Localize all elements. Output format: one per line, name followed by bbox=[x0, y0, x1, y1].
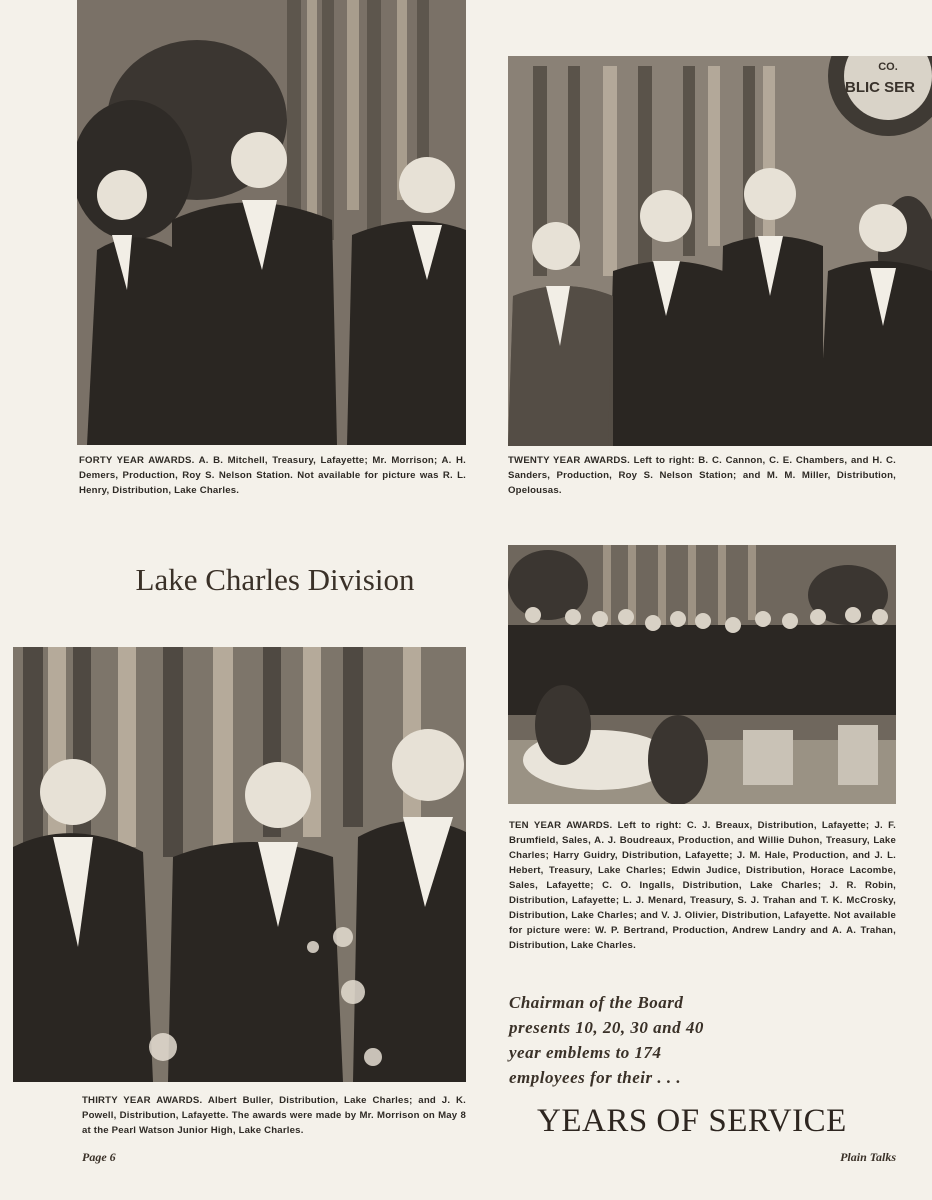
tagline bbox=[509, 990, 799, 1090]
ten-year-photo-scene bbox=[508, 545, 896, 804]
forty-year-caption: FORTY YEAR AWARDS. A. B. Mitchell, Treasury, Lafayette; Mr. Morrison; A. H. Demers, Production, Roy S. Nelson Station. Not available for picture was R. L. Henry, Distribution, Lake Charles. bbox=[79, 455, 466, 496]
thirty-year-photo bbox=[13, 647, 466, 1082]
tagline-line-1: Chairman of the Board bbox=[509, 993, 684, 1012]
forty-year-photo-scene bbox=[77, 0, 466, 445]
twenty-year-photo bbox=[508, 56, 932, 446]
tagline-line-4: employees for their . . . bbox=[509, 1068, 682, 1087]
thirty-year-photo-scene bbox=[13, 647, 466, 1082]
photo-sign-line2: BLIC SER bbox=[844, 79, 916, 96]
headline: YEARS OF SERVICE bbox=[537, 1103, 847, 1139]
twenty-year-caption: TWENTY YEAR AWARDS. Left to right: B. C. Cannon, C. E. Chambers, and H. C. Sanders, Production, Roy S. Nelson Station; and M. M. Miller, Distribution, Opelousas. bbox=[508, 455, 896, 496]
tagline-line-2: presents 10, 20, 30 and 40 bbox=[509, 1018, 704, 1037]
tagline-line-3: year emblems to 174 bbox=[509, 1043, 662, 1062]
ten-year-photo bbox=[508, 545, 896, 804]
forty-year-photo bbox=[77, 0, 466, 445]
division-title: Lake Charles Division bbox=[135, 562, 415, 597]
page-number: Page 6 bbox=[82, 1150, 116, 1164]
thirty-year-caption: THIRTY YEAR AWARDS. Albert Buller, Distribution, Lake Charles; and J. K. Powell, Distribution, Lafayette. The awards were made by Mr. Morrison on May 8 at the Pearl Watson Junior High, Lake Charles. bbox=[82, 1095, 466, 1136]
twenty-year-photo-scene bbox=[508, 56, 932, 446]
ten-year-caption: TEN YEAR AWARDS. Left to right: C. J. Breaux, Distribution, Lafayette; J. F. Brumfield, Sales, A. J. Boudreaux, Production, and Willie Duhon, Treasury, Lake Charles; Harry Guidry, Distribution, Lafayette; J. M. Hale, Production, and J. L. Hebert, Treasury, Lake Charles; Edwin Judice, Distribution, Horace Lacombe, Sales, Lafayette; C. O. Ingalls, Distribution, Lake Charles; J. R. Robin, Distribution, Lafayette; L. J. Menard, Treasury, S. J. Trahan and T. K. McCrosky, Distribution, Lake Charles; and V. J. Olivier, Distribution, Lafayette. Not available for picture were: W. P. Bertrand, Production, Andrew Landry and A. A. Trahan, Distribution, Lake Charles. bbox=[509, 820, 896, 951]
photo-sign-line1: CO. bbox=[878, 61, 898, 73]
magazine-name: Plain Talks bbox=[840, 1150, 896, 1164]
